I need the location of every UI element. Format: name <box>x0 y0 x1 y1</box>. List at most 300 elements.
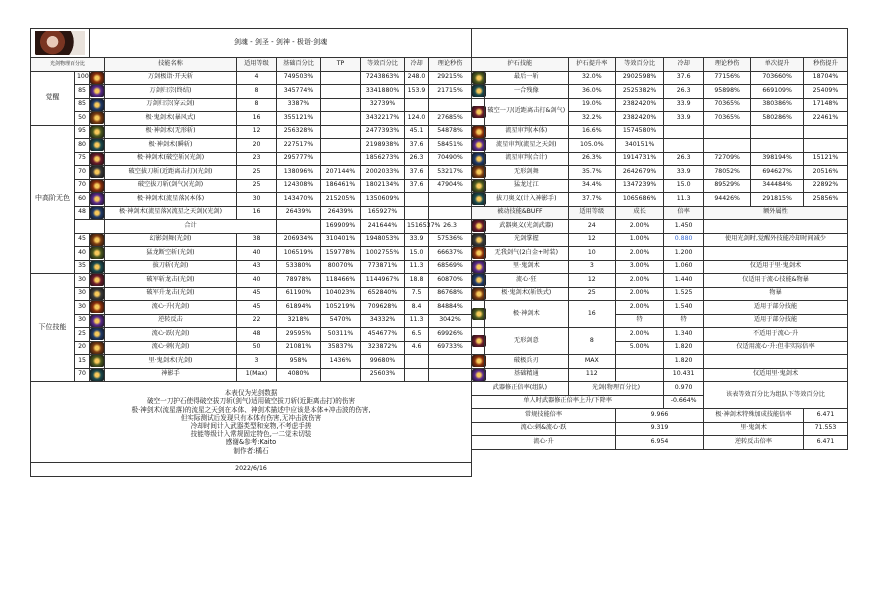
cell-text: 合计 <box>184 221 197 229</box>
buff-row <box>472 220 848 234</box>
cell-text: -0.664% <box>670 397 697 405</box>
cell-text: 227517% <box>283 140 314 148</box>
header-cell: 基础百分比 <box>283 59 314 67</box>
skill-icon <box>90 261 104 273</box>
cell-text: 适用于部分技能 <box>753 302 798 310</box>
cell-text: 248.0 <box>407 73 426 81</box>
cell-text: 1347239% <box>622 181 657 189</box>
header-cell: 等效百分比 <box>367 59 398 67</box>
cell-text: 16 <box>252 208 261 216</box>
table-row <box>31 193 472 207</box>
table-row <box>31 247 472 261</box>
cell-text: 99680% <box>369 356 396 364</box>
table-row <box>31 355 472 369</box>
cell-text: 40 <box>252 248 261 256</box>
cell-text: 4080% <box>287 370 310 378</box>
cell-text: 12 <box>587 235 596 243</box>
cell-text: 4 <box>254 73 259 81</box>
cell-text: 25 <box>587 289 596 297</box>
cell-text: 16.6% <box>581 127 602 135</box>
cell-text: 2477393% <box>365 127 400 135</box>
table-row <box>31 152 472 166</box>
cell-text: 169909% <box>325 221 356 229</box>
header-lightsaber: 光剑物理百分比 <box>49 60 85 67</box>
header-cell: 理论秒伤 <box>714 59 740 67</box>
cell-text: 61190% <box>285 289 312 297</box>
cell-text: 猛龙过江 <box>513 181 539 189</box>
cell-text: 70 <box>78 370 86 378</box>
cell-text: 35837% <box>327 343 354 351</box>
table-row <box>31 139 472 153</box>
talisman-row <box>472 85 848 99</box>
cell-text: 703660% <box>762 73 792 81</box>
table-row <box>31 179 472 193</box>
cell-text: 极·神剑术(流星落)(流星之天剑)(光剑) <box>118 208 223 216</box>
summary-row <box>472 422 848 436</box>
cell-text: 2.00% <box>629 221 650 229</box>
skill-icon <box>90 99 104 111</box>
cell-text: 22 <box>252 316 261 324</box>
cell-text: 33.9 <box>676 167 691 175</box>
cell-text: 36.0% <box>581 86 602 94</box>
cell-text: 1.440 <box>674 275 693 283</box>
right-table <box>471 28 848 450</box>
cell-text: 成长 <box>633 208 646 216</box>
cell-text: 69733% <box>437 343 463 351</box>
cell-text: 32.0% <box>581 73 602 81</box>
skill-icon <box>90 139 104 151</box>
cell-text: 流心·升 <box>533 437 554 445</box>
cell-text: 2902598% <box>622 73 657 81</box>
cell-text: 1144967% <box>365 275 400 283</box>
cell-text: 86768% <box>437 289 463 297</box>
cell-text: 流心·跃(光剑) <box>151 329 190 337</box>
cell-text: 69926% <box>437 329 463 337</box>
group-label: 下位技能 <box>38 322 67 331</box>
skill-icon <box>90 166 104 178</box>
cell-text: 138096% <box>283 167 314 175</box>
cell-text: 105.0% <box>580 140 604 148</box>
cell-text: 106519% <box>283 248 314 256</box>
cell-text: 11.3 <box>676 194 691 202</box>
cell-text: 112 <box>585 370 598 378</box>
cell-text: 165927% <box>367 208 398 216</box>
cell-text: 1(Max) <box>245 370 268 378</box>
cell-text: 6.954 <box>650 437 669 445</box>
note-line: 技能等级计入常规固定特色,一二觉未切装 <box>190 430 312 439</box>
cell-text: 武器奥义(光剑武器) <box>499 221 554 229</box>
cell-text: 单人时武器修正倍率上升/下降率 <box>523 397 612 405</box>
buff-row <box>472 355 848 369</box>
cell-text: 35 <box>78 262 86 270</box>
cell-text: 30 <box>78 302 86 310</box>
note-line: 破空一刀护石使得破空拔刀斩(剑气)适用破空拔刀斩(近距离击打)的伤害 <box>146 397 356 406</box>
table-row <box>31 98 472 112</box>
cell-text: 17148% <box>812 100 839 108</box>
cell-text: 60 <box>78 194 86 202</box>
cell-text: 35.7% <box>581 167 602 175</box>
cell-text: 773871% <box>367 262 398 270</box>
cell-text: 454677% <box>367 329 398 337</box>
cell-text: 256328% <box>283 127 314 135</box>
cell-text: 25856% <box>812 194 839 202</box>
cell-text: 26.3 <box>676 86 691 94</box>
skill-icon <box>90 112 104 124</box>
cell-text: 神影手 <box>161 370 180 378</box>
cell-text: 398194% <box>762 154 792 162</box>
table-row <box>31 166 472 180</box>
cell-text: 78978% <box>285 275 312 283</box>
buff-row <box>472 233 848 247</box>
cell-text: 8.4 <box>411 302 422 310</box>
header-cell: 理论秒伤 <box>437 59 463 67</box>
cell-text: 里·鬼剑术 <box>740 424 767 432</box>
cell-text: 241644% <box>367 221 398 229</box>
summary-row <box>472 409 848 423</box>
cell-text: 143470% <box>283 194 314 202</box>
cell-text: 极·神剑术(破空斩)(光剑) <box>136 154 205 162</box>
talisman-row <box>472 71 848 85</box>
cell-text: 37.6 <box>676 73 691 81</box>
cell-text: 21081% <box>285 343 312 351</box>
cell-text: 逆转反击 <box>158 316 183 324</box>
buff-row <box>472 260 848 274</box>
cell-text: 里·鬼剑术 <box>512 262 540 270</box>
table-row <box>31 274 472 288</box>
table-row <box>31 85 472 99</box>
cell-text: 6.471 <box>816 437 835 445</box>
cell-text: 48 <box>252 329 261 337</box>
header-cell: 适用等级 <box>244 59 269 67</box>
buff-row <box>472 247 848 261</box>
cell-text: 652840% <box>367 289 398 297</box>
header-cell: 秒伤提升 <box>813 59 838 67</box>
cell-text: 猛龙断空斩(光剑) <box>146 248 195 256</box>
note-line: 制作者:橘石 <box>233 446 269 455</box>
cell-text: 1516537% <box>407 221 441 229</box>
skill-icon <box>90 126 104 138</box>
cell-text: 85 <box>78 86 86 94</box>
cell-text: 345774% <box>283 86 314 94</box>
cell-text: 104023% <box>325 289 356 297</box>
cell-text: 一合残像 <box>513 86 539 94</box>
cell-text: 10.431 <box>672 370 695 378</box>
cell-text: 45 <box>252 302 261 310</box>
cell-text: 15.0 <box>676 181 691 189</box>
cell-text: 流心·狂 <box>516 275 537 283</box>
cell-text: 48 <box>78 208 86 216</box>
cell-text: 2002033% <box>365 167 400 175</box>
cell-text: 6.471 <box>816 410 835 418</box>
cell-text: 适用等级 <box>579 208 605 216</box>
skill-icon <box>90 301 104 313</box>
cell-text: 倍率 <box>677 208 690 216</box>
cell-text: 344484% <box>762 181 792 189</box>
cell-text: 极·神剑术 <box>512 309 540 317</box>
cell-text: 57536% <box>437 235 463 243</box>
cell-text: 2382420% <box>622 113 657 121</box>
cell-text: 45.1 <box>409 127 424 135</box>
cell-text: 8 <box>254 100 259 108</box>
cell-text: 34.4% <box>581 181 602 189</box>
skill-icon <box>90 234 104 246</box>
cell-text: 33.9 <box>676 113 691 121</box>
cell-text: 958% <box>289 356 308 364</box>
cell-text: 30 <box>78 316 86 324</box>
cell-text: 不适用于流心·升 <box>752 329 799 337</box>
cell-text: 25603% <box>369 370 396 378</box>
cell-text: 105219% <box>325 302 356 310</box>
cell-text: 26439% <box>285 208 312 216</box>
talisman-row <box>472 125 848 139</box>
cell-text: 32.2% <box>581 113 602 121</box>
table-row <box>31 112 472 126</box>
skill-icon <box>90 274 104 286</box>
cell-text: 12 <box>252 127 261 135</box>
cell-text: 8 <box>254 86 259 94</box>
cell-text: 破军升龙击(光剑) <box>146 289 195 297</box>
cell-text: 0.880 <box>674 235 693 243</box>
cell-text: 70365% <box>714 113 740 121</box>
cell-text: 323872% <box>367 343 398 351</box>
cell-text: 27685% <box>437 113 463 121</box>
cell-text: 无形剑意 <box>513 336 539 344</box>
cell-text: 幻影剑舞(光剑) <box>149 235 192 243</box>
cell-text: 80 <box>78 140 86 148</box>
cell-text: 万剑归宗(穿云剑) <box>146 100 195 108</box>
skill-icon <box>90 85 104 97</box>
cell-text: 7.5 <box>411 289 422 297</box>
cell-text: 89529% <box>714 181 740 189</box>
skill-icon <box>90 315 104 327</box>
cell-text: 54878% <box>437 127 463 135</box>
left-table <box>30 28 472 477</box>
cell-text: 2642679% <box>622 167 657 175</box>
cell-text: 1.450 <box>674 221 693 229</box>
cell-text: 340151% <box>624 140 655 148</box>
cell-text: 仅适用于流心技能&物暴 <box>742 275 809 283</box>
cell-text: 25 <box>78 329 86 337</box>
cell-text: 11.3 <box>409 316 424 324</box>
skill-icon <box>90 355 104 367</box>
cell-text: 4.6 <box>411 343 422 351</box>
cell-text: 22461% <box>812 113 839 121</box>
cell-text: 1350609% <box>365 194 400 202</box>
cell-text: 19.0% <box>581 100 602 108</box>
cell-text: 12 <box>587 275 596 283</box>
talisman-row <box>472 179 848 193</box>
cell-text: 2.00% <box>629 289 650 297</box>
cell-text: 光剑掌握 <box>513 235 539 243</box>
cell-text: 50 <box>78 113 86 121</box>
cell-text: 26.3% <box>581 154 602 162</box>
cell-text: 40 <box>78 248 86 256</box>
cell-text: 21715% <box>437 86 463 94</box>
cell-text: 29595% <box>285 329 312 337</box>
cell-text: 2.00% <box>629 302 650 310</box>
cell-text: 580286% <box>762 113 792 121</box>
cell-text: 1.340 <box>674 329 693 337</box>
header-cell: 冷却 <box>677 59 690 67</box>
cell-text: 70365% <box>714 100 740 108</box>
cell-text: 8 <box>589 336 594 344</box>
cell-text: 3 <box>589 262 594 270</box>
cell-text: 1.540 <box>674 302 693 310</box>
cell-text: 仅适用流心·升:但非实际倍率 <box>736 343 815 351</box>
skill-icon <box>90 72 104 84</box>
talisman-row <box>472 139 848 153</box>
cell-text: 流星审判(本体) <box>505 127 548 135</box>
header-cell: 技能名称 <box>158 59 183 67</box>
buff-row <box>472 368 848 382</box>
header-cell: 冷却 <box>410 59 423 67</box>
cell-text: 3387% <box>287 100 310 108</box>
cell-text: 95 <box>78 127 86 135</box>
cell-text: 2198938% <box>365 140 400 148</box>
cell-text: 206934% <box>283 235 314 243</box>
cell-text: 破空拔刀斩(剑气)(光剑) <box>137 181 204 189</box>
note-line: 冷却时间计入武器类型和宠物,不考虑手搓 <box>190 422 312 430</box>
talisman-row <box>472 166 848 180</box>
cell-text: 207144% <box>325 167 356 175</box>
cell-text: 16 <box>587 309 596 317</box>
cell-text: 37.6 <box>409 167 424 175</box>
skill-icon <box>90 288 104 300</box>
cell-text: 71.553 <box>814 424 837 432</box>
cell-text: 2525382% <box>622 86 657 94</box>
cell-text: 1802134% <box>365 181 400 189</box>
sum-row <box>31 220 472 234</box>
cell-text: 50311% <box>327 329 354 337</box>
table-row <box>31 287 472 301</box>
cell-text: 3341880% <box>365 86 400 94</box>
cell-text: 万剑极诣·开天斩 <box>147 73 194 81</box>
table-row <box>31 125 472 139</box>
cell-text: 1002755% <box>365 248 400 256</box>
talisman-row <box>472 152 848 166</box>
cell-text: 80070% <box>327 262 354 270</box>
cell-text: 43 <box>252 262 261 270</box>
talisman-row <box>472 193 848 207</box>
cell-text: 适用于部分技能 <box>753 316 798 324</box>
cell-text: 1436% <box>329 356 352 364</box>
cell-text: 380386% <box>762 100 792 108</box>
cell-text: 25409% <box>812 86 839 94</box>
cell-text: 1.200 <box>674 248 693 256</box>
cell-text: 24 <box>587 221 596 229</box>
cell-text: 流星审判(流星之天剑) <box>496 140 557 148</box>
cell-text: 10 <box>587 248 596 256</box>
cell-text: 50 <box>252 343 261 351</box>
cell-text: 84884% <box>437 302 463 310</box>
cell-text: 29215% <box>437 73 463 81</box>
header-cell: TP <box>336 59 345 67</box>
skill-icon <box>90 153 104 165</box>
skill-icon <box>90 369 104 381</box>
cell-text: 45 <box>78 235 86 243</box>
table-row <box>31 260 472 274</box>
table-row <box>31 328 472 342</box>
cell-text: 40 <box>252 275 261 283</box>
cell-text: 15.0 <box>409 248 424 256</box>
cell-text: 1948053% <box>365 235 400 243</box>
cell-text: 20516% <box>812 167 839 175</box>
buff-row <box>472 301 848 315</box>
skill-icon <box>90 207 104 219</box>
cell-text: 30 <box>252 194 261 202</box>
cell-text: 22892% <box>812 181 839 189</box>
sheet-title: 剑魂 - 剑圣 - 剑神 - 极诣·剑魂 <box>233 38 328 47</box>
cell-text: 18.8 <box>409 275 424 283</box>
cell-text: 159778% <box>325 248 356 256</box>
cell-text: 58451% <box>437 140 463 148</box>
cell-text: 23 <box>252 154 261 162</box>
buff-row <box>472 328 848 342</box>
cell-text: 光剑(物理百分比) <box>591 383 641 391</box>
cell-text: 破空拔刀斩(近距离击打)(光剑) <box>128 167 213 175</box>
cell-text: 3.00% <box>629 262 650 270</box>
cell-text: 61894% <box>285 302 312 310</box>
cell-text: 77156% <box>714 73 740 81</box>
cell-text: 70 <box>78 167 86 175</box>
cell-text: 26.3 <box>443 221 457 229</box>
cell-text: 流心·升(光剑) <box>151 302 190 310</box>
note-line: 感谢&参考:Kaito <box>225 438 277 447</box>
cell-text: 37.6 <box>409 181 424 189</box>
cell-text: 75 <box>78 154 86 162</box>
cell-text: 3218% <box>287 316 310 324</box>
cell-text: 186461% <box>325 181 356 189</box>
cell-text: 291815% <box>762 194 792 202</box>
summary-row <box>472 436 848 450</box>
cell-text: 流心·刺(光剑) <box>151 343 190 351</box>
cell-text: 逆转反击倍率 <box>734 437 772 445</box>
cell-text: 3042% <box>439 316 461 324</box>
cell-text: 仅适用里·鬼剑术 <box>752 370 799 378</box>
cell-text: 53380% <box>285 262 312 270</box>
cell-text: 85 <box>78 100 86 108</box>
cell-text: 215205% <box>325 194 356 202</box>
cell-text: 基础精通 <box>513 370 539 378</box>
cell-text: 37.7% <box>581 194 602 202</box>
cell-text: 流星审判(合计) <box>505 154 548 162</box>
cell-text: 7243863% <box>365 73 400 81</box>
cell-text: 18704% <box>812 73 839 81</box>
cell-text: 5.00% <box>629 343 650 351</box>
cell-text: 70490% <box>437 154 463 162</box>
cell-text: 53217% <box>437 167 463 175</box>
cell-text: 9.966 <box>650 410 669 418</box>
cell-text: 15121% <box>812 154 839 162</box>
cell-text: 669109% <box>762 86 792 94</box>
cell-text: 749503% <box>283 73 314 81</box>
buff-row <box>472 287 848 301</box>
cell-text: 94426% <box>714 194 740 202</box>
header-cell: 护石技能 <box>507 59 533 67</box>
date-label: 2022/6/16 <box>235 464 267 472</box>
character-avatar <box>35 31 85 55</box>
cell-text: 30 <box>78 275 86 283</box>
note-line: 本表仅为光剑数据 <box>224 389 278 398</box>
cell-text: 694627% <box>762 167 792 175</box>
cell-text: 66637% <box>437 248 463 256</box>
cell-text: 1574580% <box>622 127 657 135</box>
cell-text: 2.00% <box>629 275 650 283</box>
cell-text: 2.00% <box>629 329 650 337</box>
cell-text: 特 <box>636 316 643 324</box>
cell-text: 1.525 <box>674 289 693 297</box>
notes <box>31 382 472 463</box>
